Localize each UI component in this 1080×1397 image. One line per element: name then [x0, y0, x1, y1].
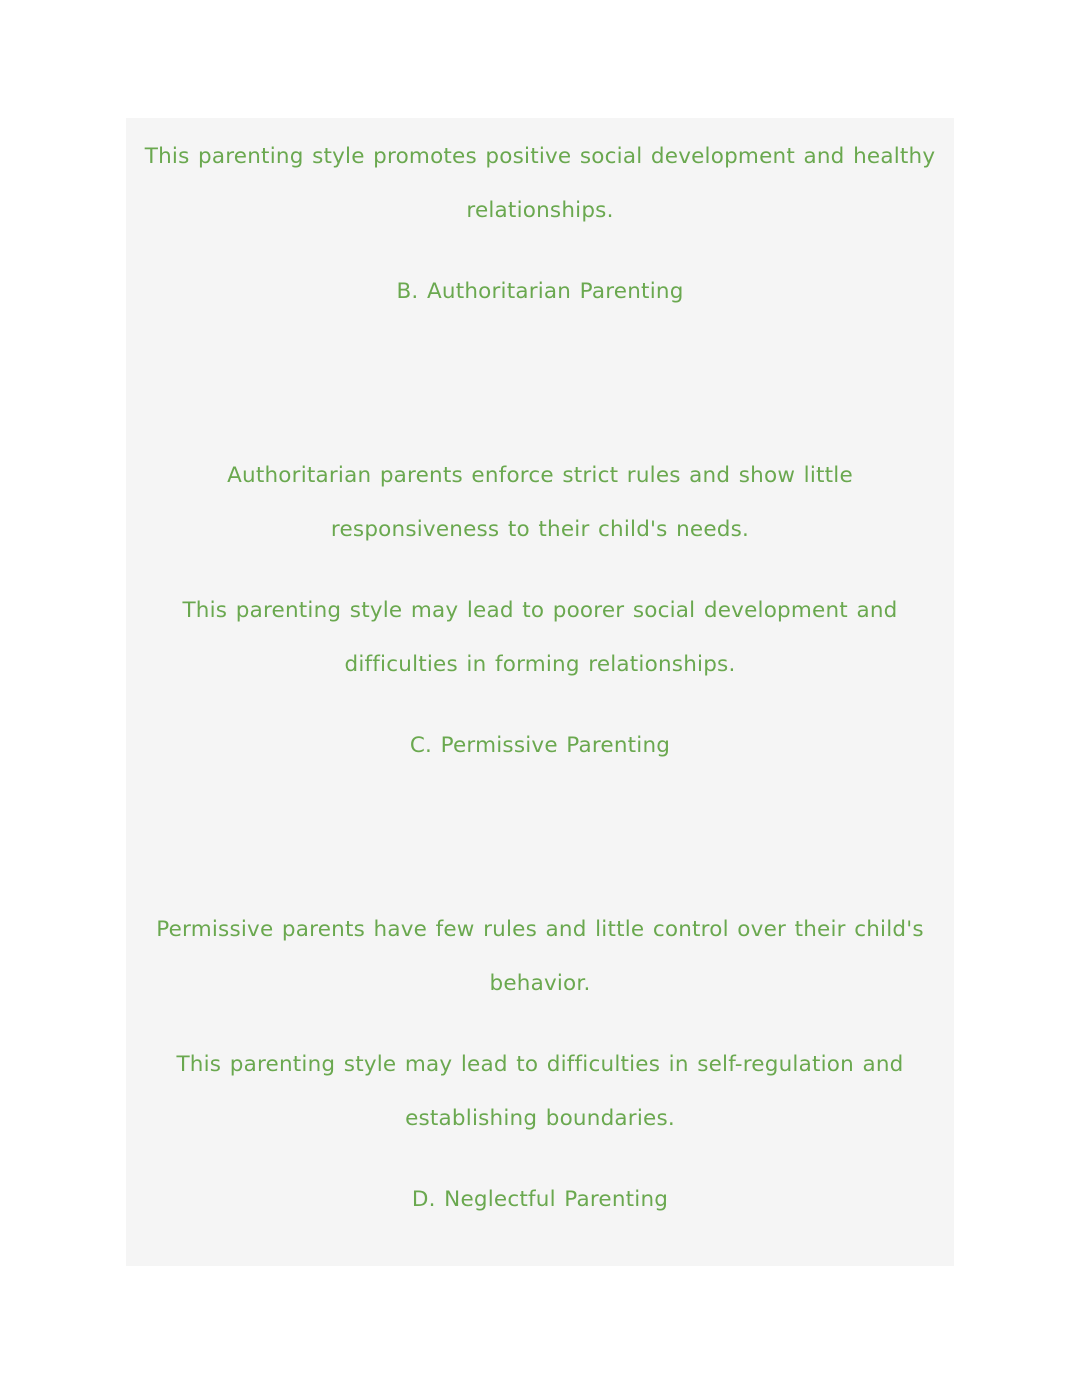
spacer-bottom: [140, 1227, 940, 1303]
paragraph-authoritarian-outcome: This parenting style may lead to poorer social development and difficulties in forming relationships.: [182, 598, 898, 677]
spacer-before-heading-b: [140, 238, 940, 265]
paragraph-permissive-description: Permissive parents have few rules and little control over their child's behavior.: [156, 917, 924, 996]
heading-neglectful-parenting: D. Neglectful Parenting: [411, 1187, 669, 1212]
paragraph-permissive-outcome: This parenting style may lead to difficulties in self-regulation and establishing boundaries.: [176, 1052, 904, 1131]
spacer-permissive-paragraphs: [140, 1011, 940, 1038]
heading-permissive-parenting: C. Permissive Parenting: [409, 733, 671, 758]
spacer-authoritarian-paragraphs: [140, 557, 940, 584]
spacer-after-heading-b: [140, 319, 940, 449]
heading-authoritarian-parenting: B. Authoritarian Parenting: [396, 279, 684, 304]
paragraph-authoritarian-description: Authoritarian parents enforce strict rules and show little responsiveness to their child's needs.: [227, 463, 853, 542]
document-body: [140, 118, 940, 1303]
paragraph-authoritative-outcome: This parenting style promotes positive social development and healthy relationships.: [144, 144, 936, 223]
spacer-top: [140, 118, 940, 130]
spacer-after-heading-c: [140, 773, 940, 903]
document-content-block: [126, 118, 954, 1266]
spacer-before-heading-d: [140, 1146, 940, 1173]
spacer-before-heading-c: [140, 692, 940, 719]
